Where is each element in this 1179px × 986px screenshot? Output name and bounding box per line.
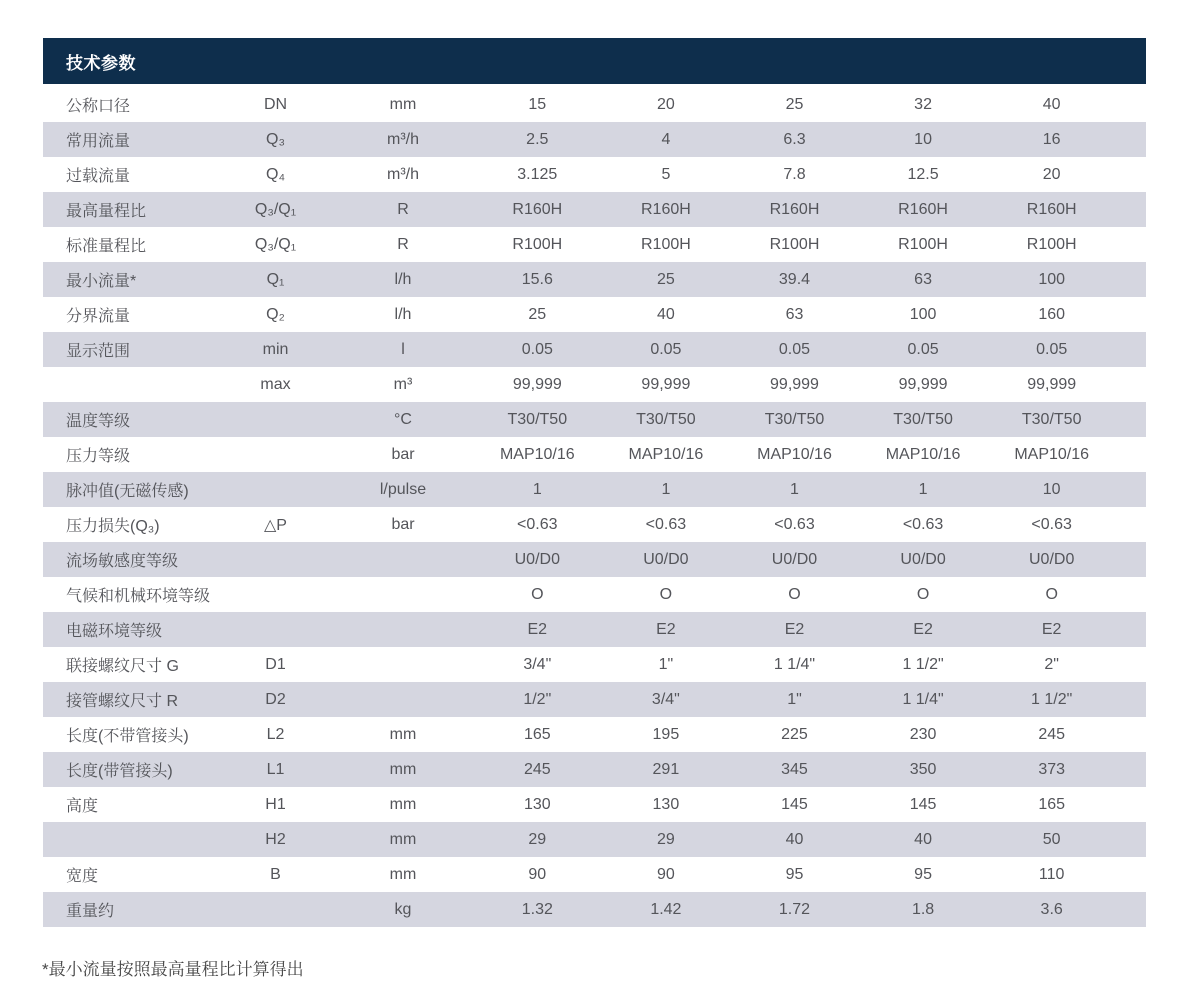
row-value: R100H <box>898 235 948 253</box>
row-value: 145 <box>909 795 937 813</box>
row-value: 350 <box>909 760 937 778</box>
row-unit: l/pulse <box>379 480 427 498</box>
row-value: 130 <box>652 795 680 813</box>
row-value: 1 1/4" <box>773 655 816 673</box>
row-value: 5 <box>661 165 671 183</box>
row-label: 最高量程比 <box>66 203 147 220</box>
row-value: T30/T50 <box>1021 410 1082 428</box>
row-value: 7.8 <box>783 165 806 183</box>
row-label: 流场敏感度等级 <box>66 553 179 570</box>
table-row <box>43 892 1146 927</box>
row-value: T30/T50 <box>764 410 825 428</box>
row-value: R160H <box>640 200 691 218</box>
row-unit: R <box>397 200 409 218</box>
row-symbol: △P <box>264 516 287 534</box>
row-label: 温度等级 <box>66 413 131 430</box>
row-value: 160 <box>1038 305 1066 323</box>
row-symbol: Q₃/Q₁ <box>254 200 297 218</box>
row-label: 最小流量* <box>66 273 137 290</box>
table-row <box>43 402 1146 437</box>
row-symbol: Q₁ <box>266 270 285 288</box>
row-value: 90 <box>656 865 675 883</box>
row-value: 99,999 <box>1027 375 1077 393</box>
row-value: 0.05 <box>521 340 553 358</box>
row-label: 脉冲值(无磁传感) <box>66 483 189 500</box>
row-value: MAP10/16 <box>499 445 575 463</box>
row-label: 显示范围 <box>66 343 131 360</box>
row-label: 重量约 <box>66 903 115 920</box>
row-value: 95 <box>914 865 932 883</box>
row-value: 195 <box>652 725 680 743</box>
table-row <box>43 227 1146 262</box>
row-value: O <box>916 585 930 603</box>
table-row <box>43 192 1146 227</box>
row-symbol: Q₄ <box>266 165 285 183</box>
row-value: <0.63 <box>517 515 558 533</box>
row-label: 联接螺纹尺寸 G <box>66 658 179 675</box>
row-value: R100H <box>1026 235 1077 253</box>
row-value: E2 <box>913 620 933 638</box>
row-value: T30/T50 <box>636 410 696 428</box>
row-label: 公称口径 <box>66 98 131 115</box>
row-value: 29 <box>528 830 547 848</box>
row-value: 345 <box>781 760 808 778</box>
table-row <box>43 507 1146 542</box>
row-value: 0.05 <box>778 340 811 358</box>
row-unit: mm <box>389 95 417 113</box>
row-value: 1 <box>790 480 799 498</box>
row-unit: mm <box>389 760 417 778</box>
row-value: 230 <box>909 725 937 743</box>
row-unit: mm <box>389 795 417 813</box>
row-value: 25 <box>656 270 675 288</box>
table-row <box>43 682 1146 717</box>
row-value: 1" <box>787 690 802 708</box>
row-value: 1 <box>661 480 671 498</box>
row-value: E2 <box>1041 620 1062 638</box>
row-value: <0.63 <box>1031 515 1072 533</box>
row-value: 20 <box>656 95 675 113</box>
row-value: U0/D0 <box>900 550 946 568</box>
row-value: 99,999 <box>512 375 562 393</box>
row-value: 12.5 <box>907 165 939 183</box>
row-value: 50 <box>1042 830 1061 848</box>
row-unit: l <box>401 340 405 358</box>
row-value: 2" <box>1044 655 1059 673</box>
row-value: R100H <box>769 235 820 253</box>
row-value: 15.6 <box>521 270 553 288</box>
row-value: MAP10/16 <box>885 445 961 463</box>
row-symbol: Q₂ <box>266 305 285 323</box>
row-symbol: Q₃ <box>266 130 285 148</box>
row-symbol: B <box>270 865 281 883</box>
row-value: O <box>659 585 673 603</box>
row-symbol: max <box>260 375 291 393</box>
row-value: 99,999 <box>770 375 819 393</box>
row-value: 16 <box>1042 130 1061 148</box>
row-value: 40 <box>785 830 804 848</box>
row-value: 1 1/4" <box>902 690 944 708</box>
row-unit: mm <box>389 725 417 743</box>
row-value: E2 <box>656 620 676 638</box>
table-title: 技术参数 <box>66 53 136 73</box>
row-unit: m³ <box>393 375 413 393</box>
row-value: MAP10/16 <box>1014 445 1090 463</box>
row-value: 0.05 <box>1036 340 1068 358</box>
row-value: MAP10/16 <box>628 445 704 463</box>
table-row <box>43 262 1146 297</box>
row-value: E2 <box>784 620 805 638</box>
row-value: 1 <box>918 480 928 498</box>
row-value: O <box>1045 585 1058 603</box>
row-unit: mm <box>389 865 417 883</box>
table-body <box>43 87 1146 927</box>
row-label: 压力等级 <box>66 448 131 465</box>
table-row <box>43 157 1146 192</box>
row-unit: kg <box>394 900 412 918</box>
row-value: R100H <box>512 235 563 253</box>
row-value: 40 <box>656 305 675 323</box>
table-row <box>43 367 1146 402</box>
row-value: E2 <box>527 620 548 638</box>
row-value: 165 <box>523 725 551 743</box>
row-value: 63 <box>914 270 932 288</box>
row-value: 3.125 <box>517 165 558 183</box>
row-label: 常用流量 <box>66 133 131 150</box>
row-value: 1.8 <box>911 900 935 918</box>
row-unit: °C <box>394 410 412 428</box>
spec-table <box>43 38 1146 927</box>
row-value: 291 <box>652 760 680 778</box>
row-value: 95 <box>785 865 804 883</box>
row-value: 3.6 <box>1040 900 1063 918</box>
table-row <box>43 297 1146 332</box>
row-value: 1.42 <box>650 900 682 918</box>
row-value: U0/D0 <box>771 550 818 568</box>
row-unit: l/h <box>394 270 412 288</box>
row-value: 1" <box>658 655 674 673</box>
row-value: 1.32 <box>521 900 553 918</box>
row-value: 99,999 <box>641 375 691 393</box>
table-title-bar <box>43 38 1146 84</box>
table-row <box>43 472 1146 507</box>
row-value: 29 <box>656 830 675 848</box>
row-label: 标准量程比 <box>66 238 147 255</box>
row-unit: m³/h <box>387 130 419 148</box>
row-value: 3/4" <box>523 655 552 673</box>
row-value: R160H <box>898 200 948 218</box>
footnote: *最小流量按照最高量程比计算得出 <box>42 960 304 979</box>
row-label: 高度 <box>66 798 99 815</box>
row-value: 63 <box>785 305 804 323</box>
row-value: 100 <box>1038 270 1066 288</box>
row-symbol: H2 <box>265 830 286 848</box>
table-row <box>43 542 1146 577</box>
table-row <box>43 787 1146 822</box>
row-symbol: DN <box>263 95 288 113</box>
row-unit: bar <box>391 515 415 533</box>
row-value: 40 <box>1042 95 1061 113</box>
row-value: 1/2" <box>523 690 552 708</box>
row-value: <0.63 <box>902 515 944 533</box>
row-symbol: min <box>262 340 289 358</box>
row-value: O <box>531 585 544 603</box>
row-value: 165 <box>1038 795 1066 813</box>
table-row <box>43 437 1146 472</box>
row-value: 110 <box>1038 865 1065 883</box>
row-value: U0/D0 <box>514 550 560 568</box>
row-label: 压力损失(Q₃) <box>66 518 160 535</box>
row-value: 25 <box>785 95 804 113</box>
row-label: 宽度 <box>66 868 99 885</box>
row-symbol: L2 <box>266 725 285 743</box>
row-value: 4 <box>661 130 671 148</box>
row-value: 20 <box>1042 165 1061 183</box>
table-row <box>43 822 1146 857</box>
row-symbol: L1 <box>266 760 285 778</box>
row-value: 90 <box>528 865 547 883</box>
row-value: 245 <box>1038 725 1066 743</box>
row-value: U0/D0 <box>643 550 689 568</box>
table-row <box>43 717 1146 752</box>
row-value: 1.72 <box>778 900 811 918</box>
table-row <box>43 87 1146 122</box>
table-row <box>43 857 1146 892</box>
table-row <box>43 122 1146 157</box>
table-row <box>43 332 1146 367</box>
row-unit: bar <box>391 445 415 463</box>
row-label: 长度(不带管接头) <box>66 728 189 745</box>
row-unit: m³/h <box>387 165 419 183</box>
row-value: 373 <box>1038 760 1066 778</box>
table-row <box>43 612 1146 647</box>
row-value: O <box>788 585 801 603</box>
row-label: 长度(带管接头) <box>66 763 173 780</box>
row-label: 接管螺纹尺寸 R <box>66 693 179 710</box>
row-value: 15 <box>528 95 547 113</box>
row-value: 39.4 <box>778 270 811 288</box>
row-value: MAP10/16 <box>757 445 832 463</box>
row-value: <0.63 <box>645 515 687 533</box>
row-value: R100H <box>640 235 691 253</box>
row-value: 0.05 <box>907 340 939 358</box>
row-value: <0.63 <box>774 515 815 533</box>
row-value: 10 <box>914 130 932 148</box>
row-value: 1 <box>532 480 542 498</box>
row-value: 3/4" <box>651 690 680 708</box>
row-symbol: D2 <box>265 690 286 708</box>
row-symbol: Q₃/Q₁ <box>254 235 297 253</box>
row-value: 6.3 <box>783 130 806 148</box>
row-value: 1 1/2" <box>902 655 944 673</box>
row-value: 32 <box>914 95 932 113</box>
row-symbol: H1 <box>265 795 286 813</box>
row-unit: R <box>397 235 409 253</box>
row-value: R160H <box>769 200 820 218</box>
row-value: T30/T50 <box>893 410 953 428</box>
row-value: 99,999 <box>898 375 948 393</box>
row-value: 130 <box>523 795 551 813</box>
row-unit: l/h <box>394 305 412 323</box>
row-value: R160H <box>512 200 563 218</box>
row-value: 0.05 <box>650 340 682 358</box>
row-value: T30/T50 <box>507 410 568 428</box>
row-value: 225 <box>781 725 808 743</box>
row-value: 10 <box>1042 480 1061 498</box>
row-label: 电磁环境等级 <box>66 623 163 640</box>
row-value: U0/D0 <box>1028 550 1075 568</box>
table-row <box>43 752 1146 787</box>
row-value: 100 <box>909 305 937 323</box>
table-row <box>43 647 1146 682</box>
row-value: 1 1/2" <box>1031 690 1073 708</box>
row-value: R160H <box>1026 200 1077 218</box>
row-value: 25 <box>528 305 547 323</box>
row-symbol: D1 <box>265 655 286 673</box>
row-value: 40 <box>914 830 932 848</box>
table-row <box>43 577 1146 612</box>
row-label: 过载流量 <box>66 168 131 185</box>
row-value: 2.5 <box>526 130 549 148</box>
row-value: 245 <box>523 760 551 778</box>
row-label: 分界流量 <box>66 308 131 325</box>
row-unit: mm <box>389 830 417 848</box>
row-value: 145 <box>781 795 808 813</box>
row-label: 气候和机械环境等级 <box>66 588 211 605</box>
